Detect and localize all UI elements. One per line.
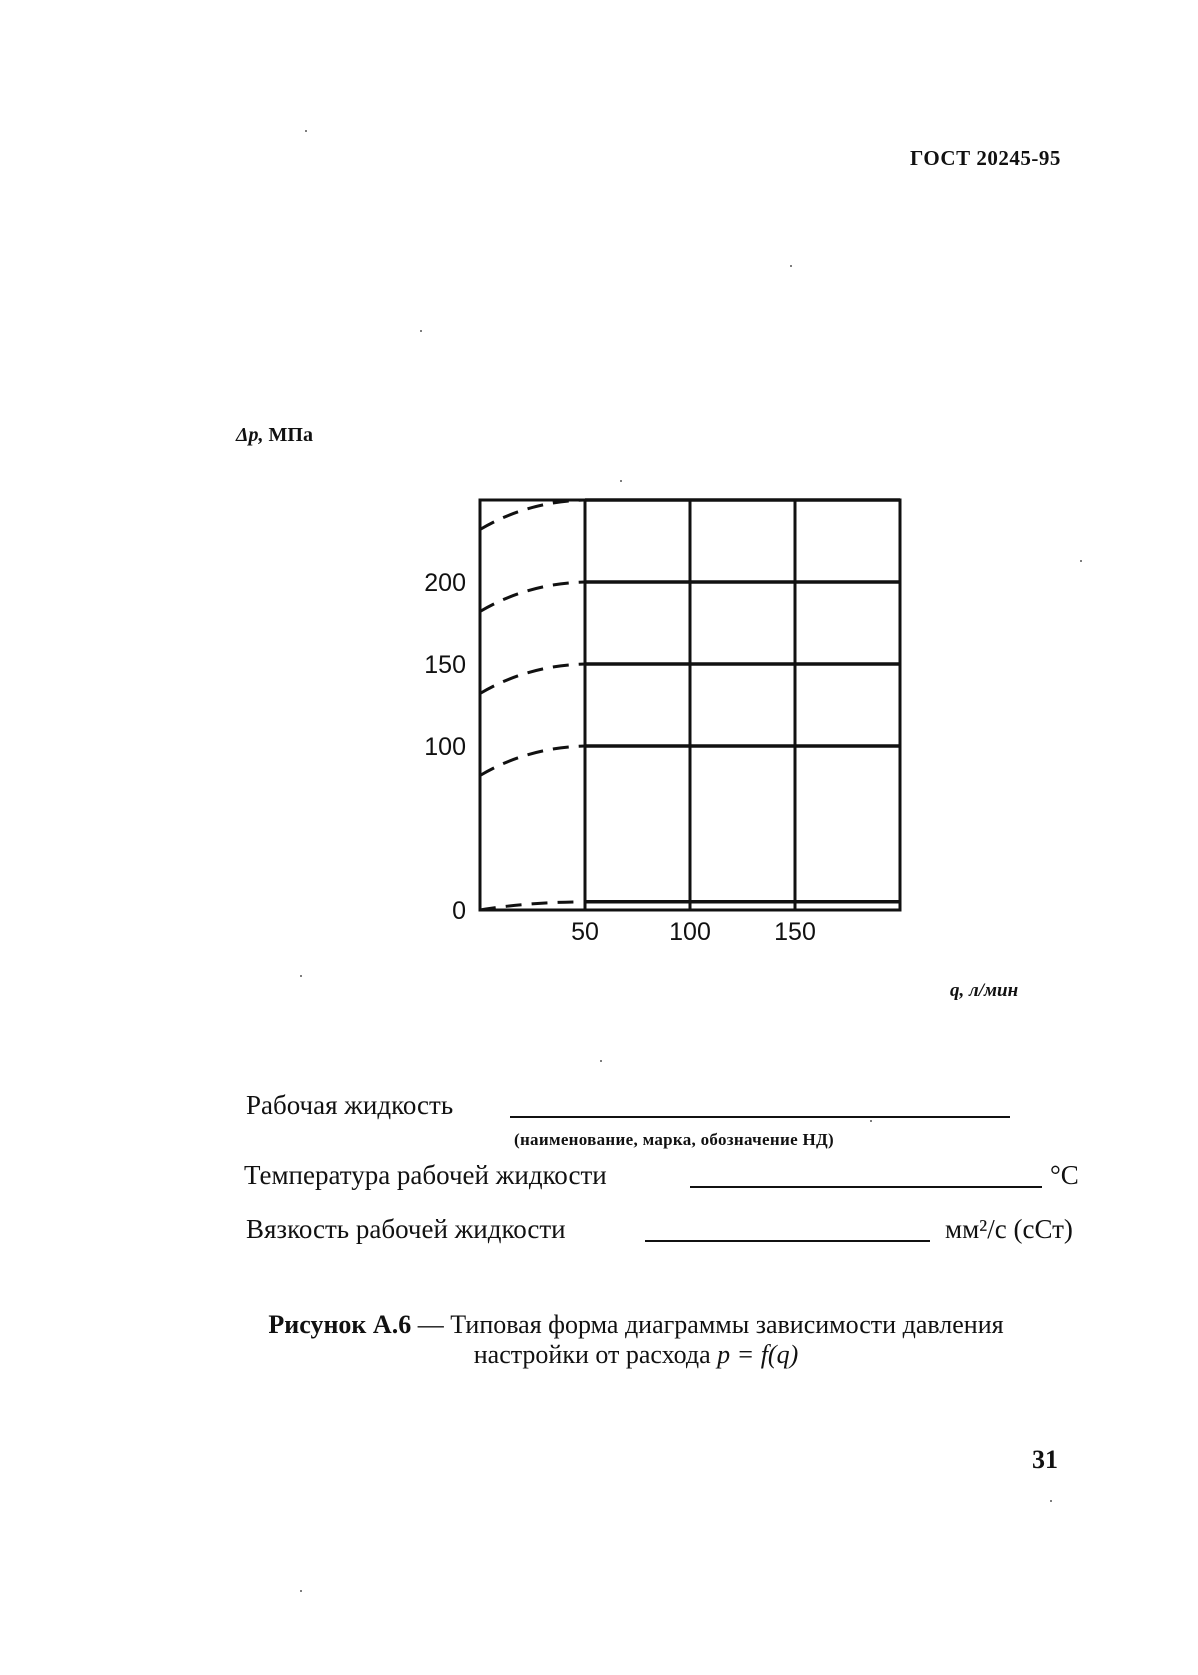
caption-line-2	[196, 1340, 1076, 1370]
pressure-flow-chart	[380, 470, 900, 946]
temp-unit: °С	[1050, 1160, 1079, 1190]
scan-speck	[305, 130, 307, 132]
y-tick-label: 200	[424, 569, 466, 597]
caption-lead: Рисунок А.6	[268, 1310, 412, 1339]
visc-label: Вязкость рабочей жидкости	[246, 1214, 566, 1244]
scan-speck	[300, 975, 302, 977]
visc-unit: мм²/с (сСт)	[945, 1214, 1073, 1244]
fluid-hint: (наименование, марка, обозначение НД)	[514, 1130, 834, 1149]
y-axis-unit: МПа	[268, 424, 313, 446]
y-tick-label: 100	[424, 733, 466, 761]
caption-text-1: — Типовая форма диаграммы зависимости давления	[411, 1310, 1004, 1339]
scan-speck	[620, 480, 622, 482]
scan-speck	[1080, 560, 1082, 562]
temp-input-line[interactable]	[690, 1186, 1042, 1188]
chart-ticks	[424, 569, 816, 946]
series-dashed-200	[480, 582, 585, 612]
caption-formula: p = f(q)	[717, 1340, 799, 1369]
temp-label: Температура рабочей жидкости	[244, 1160, 607, 1190]
caption-line-1	[196, 1310, 1076, 1340]
x-tick-label: 50	[571, 918, 599, 946]
series-dashed-100	[480, 746, 585, 776]
x-axis-label: q, л/мин	[950, 980, 1019, 1001]
scan-speck	[790, 265, 792, 267]
series-dashed-top	[480, 500, 585, 530]
page-number: 31	[1032, 1445, 1058, 1474]
caption-text-2: настройки от расхода	[473, 1340, 718, 1369]
x-tick-label: 100	[669, 918, 711, 946]
scan-speck	[1050, 1500, 1052, 1502]
fluid-input-line[interactable]	[510, 1116, 1010, 1118]
series-dashed-150	[480, 664, 585, 694]
visc-input-line[interactable]	[645, 1240, 930, 1242]
y-tick-label: 150	[424, 651, 466, 679]
y-axis-label	[236, 424, 313, 447]
chart-grid	[480, 500, 900, 910]
scan-speck	[420, 330, 422, 332]
scan-speck	[300, 1590, 302, 1592]
y-tick-label: 0	[452, 897, 466, 925]
figure-caption	[196, 1310, 1076, 1370]
document-header: ГОСТ 20245-95	[910, 146, 1061, 170]
x-tick-label: 150	[774, 918, 816, 946]
y-axis-symbol: Δp,	[236, 424, 264, 446]
scan-speck	[600, 1060, 602, 1062]
scan-speck	[870, 1120, 872, 1122]
fluid-label: Рабочая жидкость	[246, 1090, 454, 1120]
